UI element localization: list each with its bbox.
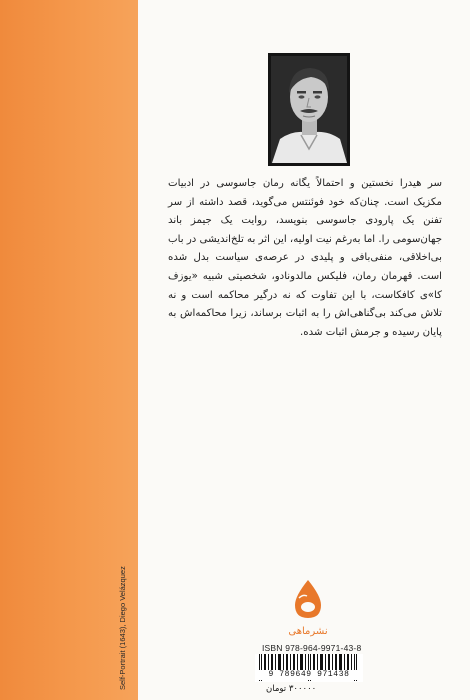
book-blurb: [168, 175, 442, 342]
fish-drop-icon: [285, 578, 331, 620]
blurb-paragraph: سر هیدرا نخستین و احتمالاً یگانه رمان جاسوسی در ادبیات مکزیک است. چنان‌که خود فوئنتس می‌گوید، قصد داشته از سر تفنن یک پارودی جاسوسی بنویسد، روایت یک جیمز باند جهان‌سومی را. اما به‌رغم نیت اولیه، این اثر به تلخ‌اندیشی در باب بی‌اخلاقی، منفی‌بافی و پلیدی در عرصه‌ی سیاست بدل شده است. قهرمان رمان، فلیکس مالدونادو، شخصیتی شبیه «یوزف کا»ی کافکاست، با این تفاوت که نه درگیر محاکمه است و نه تلاش می‌کند بی‌گناهی‌اش را به اثبات برساند، زیرا محاکمه‌اش به پایان رسیده و جرمش اثبات شده.: [168, 178, 442, 338]
publisher-name: نشرماهی: [288, 626, 328, 637]
publisher-logo: [285, 578, 331, 650]
author-portrait-image: [268, 53, 350, 166]
isbn-label: ISBN 978-964-9971-43-8: [262, 643, 362, 653]
price-label: ۳۰۰۰۰۰ تومان: [266, 684, 317, 694]
barcode-number: 9 789649 971438: [256, 670, 362, 680]
image-credit: Self-Portrait (1643), Diego Velázquez: [118, 566, 127, 690]
author-portrait: [268, 53, 350, 166]
